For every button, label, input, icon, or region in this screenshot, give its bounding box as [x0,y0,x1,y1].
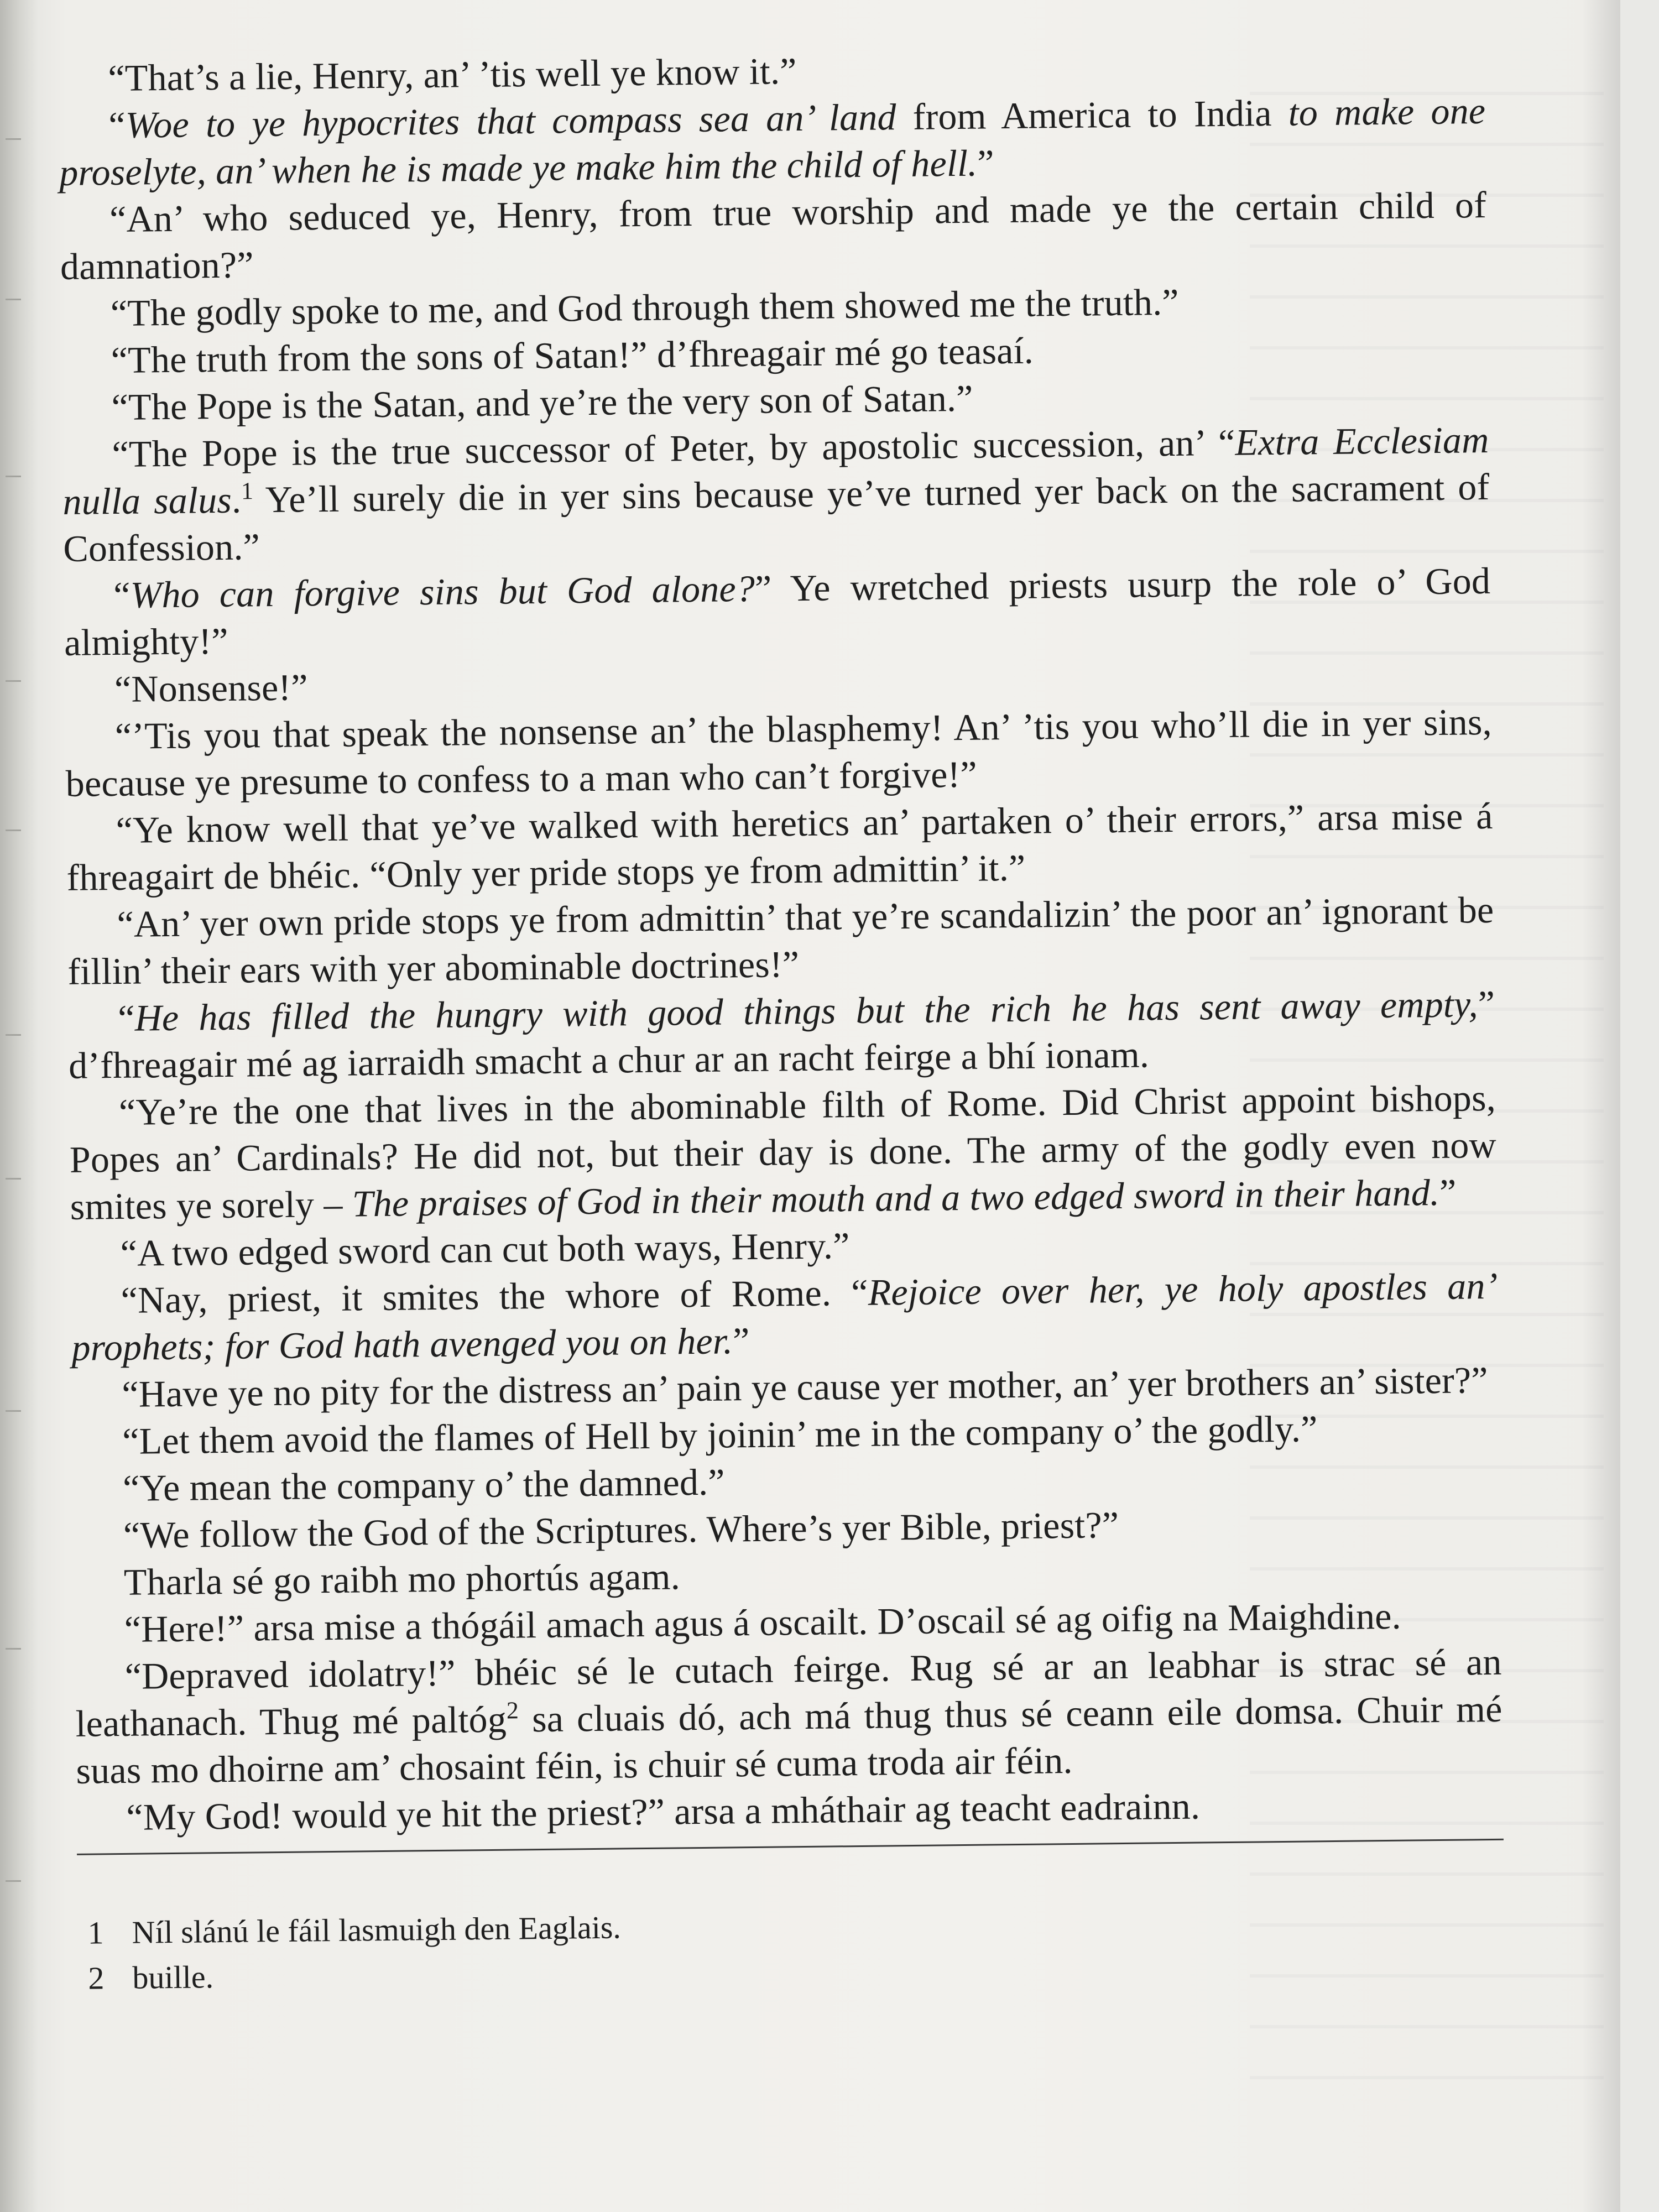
text-run: “Have ye no pity for the distress an’ pain ye cause yer mother, an’ yer brothers an’ sister?” [121,1359,1489,1415]
footnote-rule [77,1839,1504,1855]
text-run: “An’ yer own pride stops ye from admittin’ that ye’re scandalizin’ the poor an’ ignorant be fillin’ their ears with yer abominable doctrines!” [67,888,1494,993]
footnote-number: 2 [88,1960,105,1996]
text-run: “My God! would ye hit the priest?” arsa a mháthair ag teacht eadrainn. [126,1785,1201,1838]
bleed-mark [6,1410,21,1412]
italic-text: Rejoice over her, ye holy apostles an’ prophets; for God hath avenged you on her. [71,1264,1498,1369]
italic-text: Who can forgive sins but God alone? [130,567,755,616]
text-run: “The Pope is the Satan, and ye’re the very son of Satan.” [111,377,973,429]
bleed-mark [6,830,21,831]
text-run: ” d’fhreagair mé ag iarraidh smacht a chur ar an racht feirge a bhí ionam. [68,982,1495,1087]
paragraph [59,87,1486,196]
text-run: “Here!” arsa mise a thógáil amach agus á oscailt. D’oscail sé ag oifig na Maighdine. [124,1594,1402,1650]
text-run: “Depraved idolatry!” bhéic sé le cutach feirge. Rug sé ar an leabhar is strac sé an leathanach. Thug mé paltóg [75,1640,1502,1745]
text-run: Ye’ll surely die in yer sins because ye’ve turned yer back on the sacrament of Confession.” [62,465,1490,570]
paragraph [65,698,1493,807]
paragraph [66,792,1494,901]
text-run: ” [1439,1171,1457,1213]
paragraph [71,1262,1499,1371]
footnote-marker: 1 [241,477,254,505]
paragraph [75,1639,1503,1794]
text-run: sa cluais dó, ach má thug thus sé ceann eile domsa. Chuir mé suas mo dhoirne am’ chosaint féin, is chuir sé cuma troda air féin. [76,1687,1503,1792]
text-run: “The Pope is the true successor of Peter, by apostolic succession, an’ “ [112,421,1235,476]
italic-text: He has filled the hungry with good things but the rich he has sent away empty, [134,983,1479,1039]
bleed-mark [6,1178,21,1180]
paragraph [69,1074,1498,1230]
text-run: “ [117,997,135,1039]
bleed-mark [6,1034,21,1036]
paragraph [68,980,1496,1089]
text-run: ” [732,1319,750,1362]
bleed-mark [6,1880,21,1882]
italic-text: Extra Ecclesiam nulla salus [62,418,1489,523]
footnote-text: buille. [132,1959,214,1996]
text-run: “Nay, priest, it smites the whore of Rome. “ [121,1271,869,1321]
text-run: ” Ye wretched priests usurp the role o’ God almighty!” [64,559,1491,664]
bleed-mark [6,1648,21,1650]
text-run: “Let them avoid the flames of Hell by joinin’ me in the company o’ the godly.” [122,1407,1318,1462]
previous-page-edge [0,0,39,2212]
italic-text: to make one proselyte, an’ when he is made ye make him the child of hell. [59,89,1486,194]
text-run: “We follow the God of the Scriptures. Where’s yer Bible, priest?” [123,1504,1119,1556]
paragraph [67,886,1495,995]
footnote-text: Níl slánú le fáil lasmuigh den Eaglais. [132,1909,622,1950]
body-text [58,40,1505,2001]
text-run: “’Tis you that speak the nonsense an’ the blasphemy! An’ ’tis you who’ll die in yer sins, because ye presume to confess to a man who can’t forgive!” [65,700,1493,805]
footnote-list [77,1896,1505,2001]
text-run: ” [977,142,995,184]
paragraph-list [58,40,1504,1841]
bleed-mark [6,476,21,477]
paragraph [60,181,1488,290]
text-run: “That’s a lie, Henry, an’ ’tis well ye know it.” [108,50,797,100]
paragraph [64,557,1491,666]
text-run: from America to India [896,91,1289,138]
text-run: “ [108,103,126,147]
text-run: “Ye’re the one that lives in the abominable filth of Rome. Did Christ appoint bishops, Popes an’ Cardinals? He did not, but their day is done. The army of the godly even now smites ye sorely – [69,1076,1497,1228]
italic-text: Woe to ye hypocrites that compass sea an’ land [125,96,897,146]
bleed-mark [6,680,21,682]
text-run: “Ye know well that ye’ve walked with heretics an’ partaken o’ their errors,” arsa mise á fhreagairt de bhéic. “Only yer pride stops ye from admittin’ it.” [66,794,1493,899]
text-run: “ [113,573,131,617]
footnote-number: 1 [87,1914,104,1951]
text-run: Tharla sé go raibh mo phortús agam. [123,1555,681,1603]
text-run: . [231,478,242,521]
text-run: “An’ who seduced ye, Henry, from true worship and made ye the certain child of damnation?” [60,183,1487,288]
text-run: “Ye mean the company o’ the damned.” [122,1460,726,1509]
text-run: “Nonsense!” [114,666,308,710]
text-run: “The truth from the sons of Satan!” d’fhreagair mé go teasaí. [111,329,1034,382]
bleed-mark [6,138,21,140]
text-run: “The godly spoke to me, and God through them showed me the truth.” [110,280,1180,335]
text-run: “A two edged sword can cut both ways, Henry.” [120,1224,850,1274]
paragraph [62,416,1490,572]
italic-text: The praises of God in their mouth and a two edged sword in their hand. [352,1171,1440,1225]
bleed-mark [6,299,21,300]
footnote-marker: 2 [506,1697,519,1724]
